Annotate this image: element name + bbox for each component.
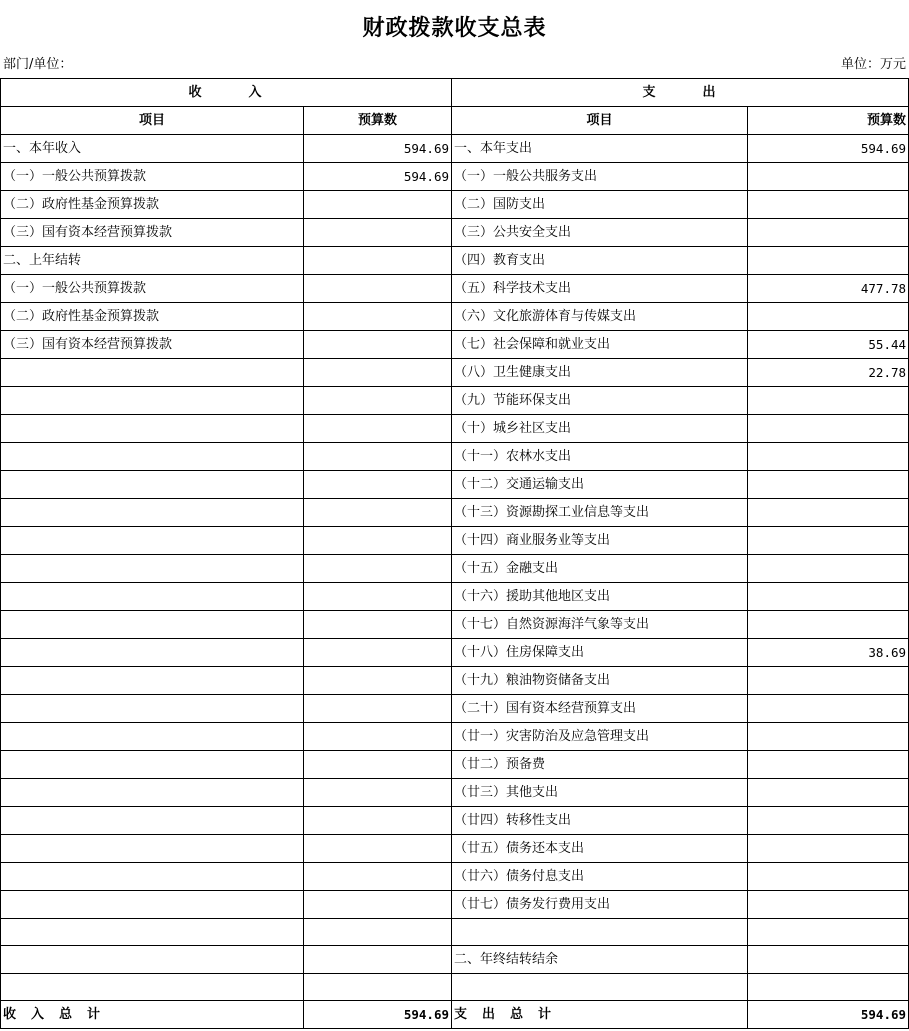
expense-amount-cell [748, 723, 909, 751]
income-amount-cell [304, 583, 452, 611]
table-row [1, 275, 909, 303]
expense-amount-cell [748, 835, 909, 863]
income-item-cell [1, 807, 304, 835]
income-item-cell: （二）政府性基金预算拨款 [1, 191, 304, 219]
expense-item-cell: （一）一般公共服务支出 [452, 163, 748, 191]
table-row [1, 863, 909, 891]
table-row [1, 443, 909, 471]
income-item-cell [1, 583, 304, 611]
expense-amount-cell: 22.78 [748, 359, 909, 387]
expense-amount-cell [748, 219, 909, 247]
income-total-label: 收 入 总 计 [1, 1001, 304, 1029]
expense-amount-cell [748, 583, 909, 611]
expense-item-cell: （十八）住房保障支出 [452, 639, 748, 667]
income-amount-cell [304, 359, 452, 387]
expense-item-cell: （十二）交通运输支出 [452, 471, 748, 499]
expense-amount-cell: 477.78 [748, 275, 909, 303]
income-item-cell [1, 751, 304, 779]
expense-item-cell: （廿七）债务发行费用支出 [452, 891, 748, 919]
budget-table [0, 78, 909, 1029]
table-row [1, 527, 909, 555]
income-amount-cell [304, 443, 452, 471]
table-row [1, 415, 909, 443]
table-row [1, 555, 909, 583]
income-item-cell: （一）一般公共预算拨款 [1, 163, 304, 191]
income-amount-cell [304, 695, 452, 723]
table-row [1, 723, 909, 751]
expense-item-cell: （十一）农林水支出 [452, 443, 748, 471]
expense-amount-cell [748, 303, 909, 331]
income-amount-cell [304, 499, 452, 527]
table-row [1, 611, 909, 639]
income-amount-header: 预算数 [304, 107, 452, 135]
expense-item-cell: （廿三）其他支出 [452, 779, 748, 807]
income-amount-cell [304, 974, 452, 1001]
expense-amount-cell [748, 527, 909, 555]
income-amount-cell [304, 471, 452, 499]
income-amount-cell [304, 835, 452, 863]
income-item-cell: 二、上年结转 [1, 247, 304, 275]
income-amount-cell: 594.69 [304, 163, 452, 191]
expense-amount-cell [748, 247, 909, 275]
income-amount-cell [304, 891, 452, 919]
table-row [1, 946, 909, 974]
expense-amount-cell [748, 667, 909, 695]
income-item-cell [1, 555, 304, 583]
income-amount-cell: 594.69 [304, 135, 452, 163]
income-amount-cell [304, 191, 452, 219]
table-row [1, 219, 909, 247]
table-row [1, 471, 909, 499]
income-amount-cell [304, 919, 452, 946]
income-item-cell [1, 527, 304, 555]
table-row [1, 751, 909, 779]
table-row [1, 891, 909, 919]
income-item-cell: （三）国有资本经营预算拨款 [1, 331, 304, 359]
expense-total-label: 支 出 总 计 [452, 1001, 748, 1029]
expense-amount-cell [748, 695, 909, 723]
income-item-cell: （一）一般公共预算拨款 [1, 275, 304, 303]
expense-amount-header: 预算数 [748, 107, 909, 135]
table-row [1, 583, 909, 611]
table-row [1, 499, 909, 527]
expense-item-cell [452, 919, 748, 946]
expense-item-cell: （九）节能环保支出 [452, 387, 748, 415]
unit-label: 单位：万元 [840, 57, 906, 72]
table-row [1, 247, 909, 275]
income-item-cell [1, 667, 304, 695]
income-total-amount: 594.69 [304, 1001, 452, 1029]
income-item-cell [1, 611, 304, 639]
income-amount-cell [304, 527, 452, 555]
income-amount-cell [304, 751, 452, 779]
expense-item-header: 项目 [452, 107, 748, 135]
expense-amount-cell [748, 779, 909, 807]
income-amount-cell [304, 667, 452, 695]
expense-amount-cell [748, 891, 909, 919]
income-amount-cell [304, 807, 452, 835]
table-row [1, 835, 909, 863]
income-item-cell [1, 499, 304, 527]
expense-amount-cell: 55.44 [748, 331, 909, 359]
expense-item-cell: （二十）国有资本经营预算支出 [452, 695, 748, 723]
expense-amount-cell [748, 751, 909, 779]
expense-item-cell: （十七）自然资源海洋气象等支出 [452, 611, 748, 639]
table-row [1, 974, 909, 1001]
expense-amount-cell [748, 415, 909, 443]
income-amount-cell [304, 415, 452, 443]
expense-amount-cell [748, 946, 909, 974]
expense-item-cell: 二、年终结转结余 [452, 946, 748, 974]
expense-amount-cell [748, 611, 909, 639]
income-amount-cell [304, 331, 452, 359]
income-amount-cell [304, 303, 452, 331]
table-row [1, 359, 909, 387]
table-row [1, 695, 909, 723]
expense-item-cell: （廿二）预备费 [452, 751, 748, 779]
income-item-cell: 一、本年收入 [1, 135, 304, 163]
income-item-cell [1, 891, 304, 919]
income-amount-cell [304, 611, 452, 639]
income-amount-cell [304, 779, 452, 807]
income-item-cell [1, 415, 304, 443]
income-item-cell [1, 835, 304, 863]
income-amount-cell [304, 275, 452, 303]
column-header-row [1, 107, 909, 135]
page-title: 财政拨款收支总表 [362, 15, 547, 41]
income-item-cell [1, 359, 304, 387]
expense-item-cell: （十）城乡社区支出 [452, 415, 748, 443]
income-item-cell [1, 639, 304, 667]
income-item-cell [1, 863, 304, 891]
income-item-cell [1, 723, 304, 751]
expense-amount-cell [748, 163, 909, 191]
expense-amount-cell: 38.69 [748, 639, 909, 667]
expense-item-cell: （二）国防支出 [452, 191, 748, 219]
expense-item-cell: （廿四）转移性支出 [452, 807, 748, 835]
expense-item-cell: 一、本年支出 [452, 135, 748, 163]
income-item-cell [1, 919, 304, 946]
table-row [1, 779, 909, 807]
income-item-cell [1, 443, 304, 471]
expense-item-cell: （四）教育支出 [452, 247, 748, 275]
table-row [1, 807, 909, 835]
income-amount-cell [304, 946, 452, 974]
income-item-cell [1, 695, 304, 723]
expense-section-header: 支 出 [452, 79, 909, 107]
expense-amount-cell [748, 919, 909, 946]
table-row [1, 163, 909, 191]
expense-item-cell: （廿五）债务还本支出 [452, 835, 748, 863]
section-header-row [1, 79, 909, 107]
expense-item-cell: （五）科学技术支出 [452, 275, 748, 303]
income-section-header: 收 入 [1, 79, 452, 107]
income-item-cell: （三）国有资本经营预算拨款 [1, 219, 304, 247]
expense-item-cell: （十三）资源勘探工业信息等支出 [452, 499, 748, 527]
expense-amount-cell: 594.69 [748, 135, 909, 163]
expense-amount-cell [748, 443, 909, 471]
expense-amount-cell [748, 387, 909, 415]
income-amount-cell [304, 863, 452, 891]
expense-amount-cell [748, 499, 909, 527]
expense-amount-cell [748, 807, 909, 835]
income-amount-cell [304, 555, 452, 583]
expense-item-cell: （十五）金融支出 [452, 555, 748, 583]
table-row [1, 919, 909, 946]
income-item-cell [1, 946, 304, 974]
table-row [1, 331, 909, 359]
expense-item-cell: （廿一）灾害防治及应急管理支出 [452, 723, 748, 751]
table-row [1, 387, 909, 415]
income-amount-cell [304, 247, 452, 275]
expense-total-amount: 594.69 [748, 1001, 909, 1029]
table-row [1, 639, 909, 667]
income-amount-cell [304, 723, 452, 751]
income-item-cell [1, 471, 304, 499]
table-row [1, 667, 909, 695]
expense-item-cell: （八）卫生健康支出 [452, 359, 748, 387]
expense-amount-cell [748, 191, 909, 219]
income-amount-cell [304, 219, 452, 247]
expense-item-cell: （十四）商业服务业等支出 [452, 527, 748, 555]
totals-row [1, 1001, 909, 1029]
expense-amount-cell [748, 555, 909, 583]
income-item-header: 项目 [1, 107, 304, 135]
expense-item-cell: （十六）援助其他地区支出 [452, 583, 748, 611]
expense-item-cell: （十九）粮油物资储备支出 [452, 667, 748, 695]
expense-item-cell [452, 974, 748, 1001]
expense-amount-cell [748, 863, 909, 891]
table-row [1, 135, 909, 163]
expense-item-cell: （七）社会保障和就业支出 [452, 331, 748, 359]
income-item-cell [1, 974, 304, 1001]
expense-item-cell: （廿六）债务付息支出 [452, 863, 748, 891]
dept-label: 部门/单位： [3, 57, 73, 72]
income-item-cell [1, 387, 304, 415]
income-amount-cell [304, 387, 452, 415]
expense-item-cell: （六）文化旅游体育与传媒支出 [452, 303, 748, 331]
income-item-cell [1, 779, 304, 807]
table-row [1, 191, 909, 219]
expense-amount-cell [748, 974, 909, 1001]
expense-item-cell: （三）公共安全支出 [452, 219, 748, 247]
table-row [1, 303, 909, 331]
income-amount-cell [304, 639, 452, 667]
expense-amount-cell [748, 471, 909, 499]
income-item-cell: （二）政府性基金预算拨款 [1, 303, 304, 331]
